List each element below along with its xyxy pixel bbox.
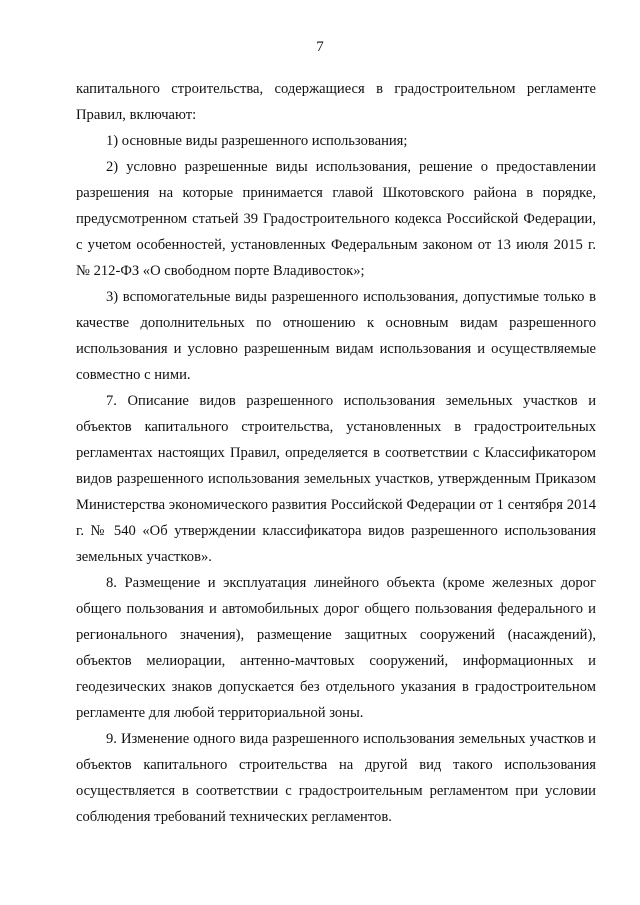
paragraph-clause-7: 7. Описание видов разрешенного использования земельных участков и объектов капитального строительства, установленных в градостроительных регламентах настоящих Правил, определяется в соответствии с Классификатором видов разрешенного использования земельных участков, утвержденным Приказом Министерства экономического развития Российской Федерации от 1 сентября 2014 г. № 540 «Об утверждении классификатора видов разрешенного использования земельных участков».	[76, 393, 596, 565]
paragraph-item-3: 3) вспомогательные виды разрешенного использования, допустимые только в качестве дополнительных по отношению к основным видам разрешенного использования и условно разрешенным видам использования и осуществляемые совместно с ними.	[76, 289, 596, 383]
paragraph-continuation: капитального строительства, содержащиеся в градостроительном регламенте Правил, включают:	[76, 81, 596, 123]
paragraph-item-1: 1) основные виды разрешенного использования;	[106, 133, 408, 149]
document-body	[76, 76, 596, 830]
paragraph-clause-9: 9. Изменение одного вида разрешенного использования земельных участков и объектов капитального строительства на другой вид такого использования осуществляется в соответствии с градостроительным регламентом при условии соблюдения требований технических регламентов.	[76, 731, 596, 825]
paragraph-item-2: 2) условно разрешенные виды использования, решение о предоставлении разрешения на которые принимается главой Шкотовского района в порядке, предусмотренном статьей 39 Градостроительного кодекса Российской Федерации, с учетом особенностей, установленных Федеральным законом от 13 июля 2015 г. № 212-ФЗ «О свободном порте Владивосток»;	[76, 159, 596, 279]
paragraph-clause-8: 8. Размещение и эксплуатация линейного объекта (кроме железных дорог общего пользования и автомобильных дорог общего пользования федерального и регионального значения), размещение защитных сооружений (насаждений), объектов мелиорации, антенно-мачтовых сооружений, информационных и геодезических знаков допускается без отдельного указания в градостроительном регламенте для любой территориальной зоны.	[76, 575, 596, 721]
page-number: 7	[316, 39, 324, 55]
